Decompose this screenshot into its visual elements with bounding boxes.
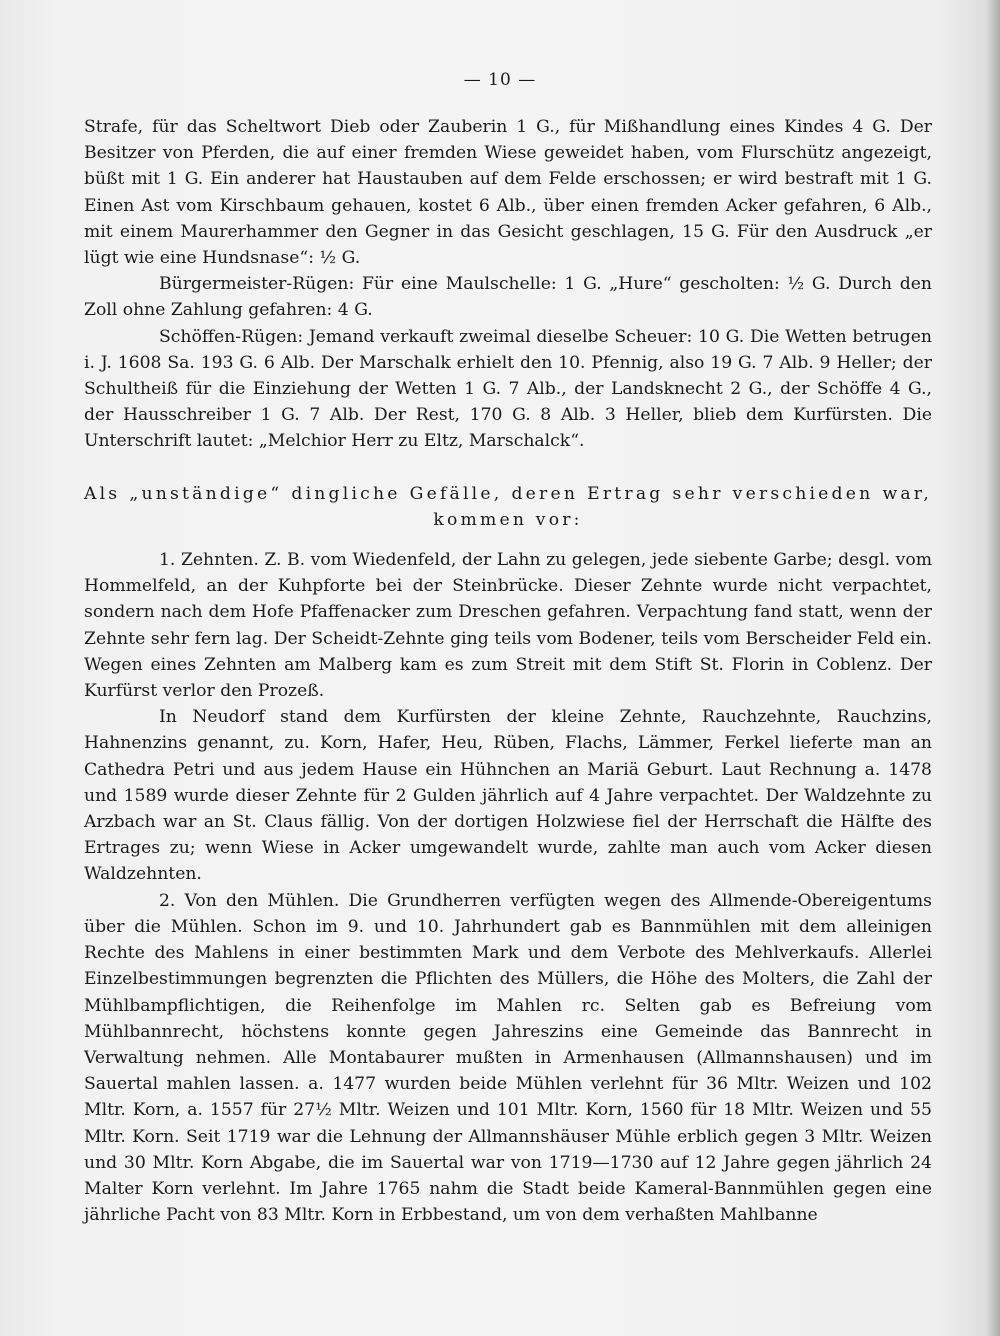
section-heading	[84, 481, 932, 533]
paragraph-fines: Strafe, für das Scheltwort Dieb oder Zauberin 1 G., für Mißhandlung eines Kindes 4 G. Der Besitzer von Pferden, die auf einer fremden Wiese geweidet haben, vom Flurschütz angezeigt, büßt mit 1 G. Ein anderer hat Haustauben auf dem Felde erschossen; er wird bestraft mit 1 G. Einen Ast vom Kirschbaum gehauen, kostet 6 Alb., über einen fremden Acker gefahren, 6 Alb., mit einem Maurerhammer den Gegner in das Gesicht geschlagen, 15 G. Für den Ausdruck „er lügt wie eine Hundsnase“: ½ G.	[84, 117, 932, 269]
paragraph-muehlen: 2. Von den Mühlen. Die Grundherren verfügten wegen des Allmende-Obereigentums über die Mühlen. Schon im 9. und 10. Jahrhundert gab es Bannmühlen mit dem alleinigen Rechte des Mahlens in einer bestimmten Mark und dem Verbote des Mehlverkaufs. Allerlei Einzelbestimmungen begrenzten die Pflichten des Müllers, die Höhe des Molters, die Zahl der Mühlbampflichtigen, die Reihenfolge im Mahlen rc. Selten gab es Befreiung vom Mühlbannrecht, höchstens konnte gegen Jahreszins eine Gemeinde das Bannrecht in Verwaltung nehmen. Alle Montabaurer mußten in Armenhausen (Allmannshausen) und im Sauertal mahlen lassen. a. 1477 wurden beide Mühlen verlehnt für 36 Mltr. Weizen und 102 Mltr. Korn, a. 1557 für 27½ Mltr. Weizen und 101 Mltr. Korn, 1560 für 18 Mltr. Weizen und 55 Mltr. Korn. Seit 1719 war die Lehnung der Allmannshäuser Mühle erblich gegen 3 Mltr. Weizen und 30 Mltr. Korn Abgabe, die im Sauertal war von 1719—1730 auf 12 Jahre gegen jährlich 24 Malter Korn verlehnt. Im Jahre 1765 nahm die Stadt beide Kameral-Bannmühlen gegen eine jährliche Pacht von 83 Mltr. Korn in Erbbestand, um von dem verhaßten Mahlbanne	[84, 890, 932, 1226]
heading-line-2: kommen vor:	[433, 509, 583, 530]
body-text	[84, 114, 932, 1228]
paragraph-buergermeister-ruegen: Bürgermeister-Rügen: Für eine Maulschelle: 1 G. „Hure“ gescholten: ½ G. Durch den Zoll ohne Zahlung gefahren: 4 G.	[84, 274, 932, 321]
paragraph-neudorf: In Neudorf stand dem Kurfürsten der kleine Zehnte, Rauchzehnte, Rauchzins, Hahnenzins genannt, zu. Korn, Hafer, Heu, Rüben, Flachs, Lämmer, Ferkel lieferte man an Cathedra Petri und aus jedem Hause ein Hühnchen an Mariä Geburt. Laut Rechnung a. 1478 und 1589 wurde dieser Zehnte für 2 Gulden jährlich auf 4 Jahre verpachtet. Der Waldzehnte zu Arzbach war an St. Claus fällig. Von der dortigen Holzwiese fiel der Herrschaft die Hälfte des Ertrages zu; wenn Wiese in Acker umgewandelt wurde, zahlte man auch vom Acker diesen Waldzehnten.	[84, 707, 932, 885]
paragraph-zehnten: 1. Zehnten. Z. B. vom Wiedenfeld, der Lahn zu gelegen, jede siebente Garbe; desgl. vom Hommelfeld, an der Kuhpforte bei der Steinbrücke. Dieser Zehnte wurde nicht verpachtet, sondern nach dem Hofe Pfaffenacker zum Dreschen gefahren. Verpachtung fand statt, wenn der Zehnte sehr fern lag. Der Scheidt-Zehnte ging teils vom Bodener, teils vom Berscheider Feld ein. Wegen eines Zehnten am Malberg kam es zum Streit mit dem Stift St. Florin in Coblenz. Der Kurfürst verlor den Prozeß.	[84, 550, 932, 702]
paragraph-schoeffen-ruegen: Schöffen-Rügen: Jemand verkauft zweimal dieselbe Scheuer: 10 G. Die Wetten betrugen i. J. 1608 Sa. 193 G. 6 Alb. Der Marschalk erhielt den 10. Pfennig, also 19 G. 7 Alb. 9 Heller; der Schultheiß für die Einziehung der Wetten 1 G. 7 Alb., der Landsknecht 2 G., der Schöffe 4 G., der Hausschreiber 1 G. 7 Alb. Der Rest, 170 G. 8 Alb. 3 Heller, blieb dem Kurfürsten. Die Unterschrift lautet: „Melchior Herr zu Eltz, Marschalck“.	[84, 326, 932, 452]
page-edge-shadow	[986, 0, 1000, 1336]
page-number: — 10 —	[463, 70, 537, 90]
heading-line-1: Als „unständige“ dingliche Gefälle, deren Ertrag sehr verschieden war,	[84, 483, 932, 504]
